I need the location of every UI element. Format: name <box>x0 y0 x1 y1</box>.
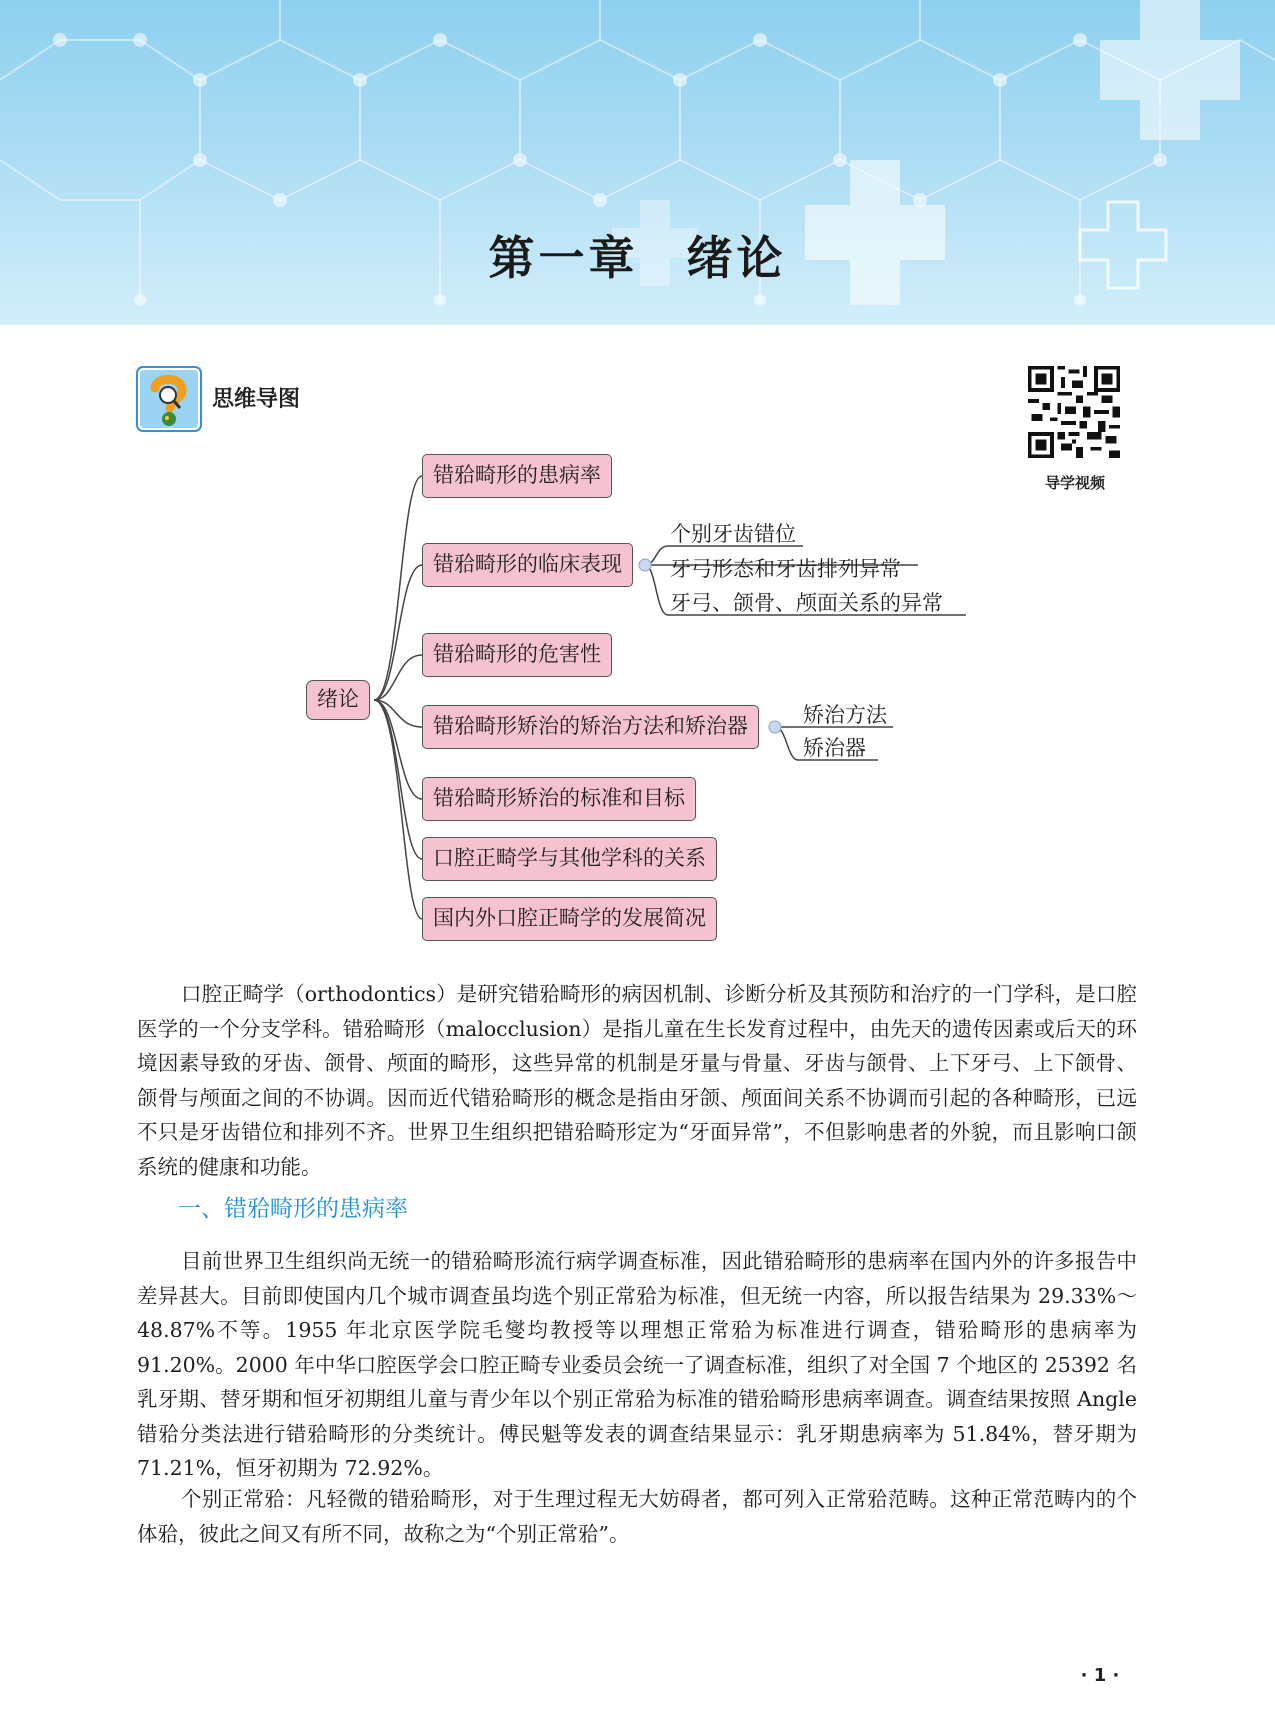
mindmap-section-label: 思维导图 <box>212 387 301 412</box>
mindmap-leaf-treatment-methods: 矫治方法 <box>803 703 887 727</box>
prevalence-paragraph: 目前世界卫生组织尚无统一的错𬌗畸形流行病学调查标准，因此错𬌗畸形的患病率在国内外的许多报告中差异甚大。目前即使国内几个城市调查虽均选个别正常𬌗为标准，但无统一内容，所以报告结果为 29.33%～48.87%不等。1955 年北京医学院毛燮均教授等以理想正常𬌗为标准进行调查，错𬌗畸形的患病率为 91.20%。2000 年中华口腔医学会口腔正畸专业委员会统一了调查标准，组织了对全国 7 个地区的 25392 名乳牙期、替牙期和恒牙初期组儿童与青少年以个别正常𬌗为标准的错𬌗畸形患病率调查。调查结果按照 Angle 错𬌗分类法进行错𬌗畸形的分类统计。傅民魁等发表的调查结果显示：乳牙期患病率为 51.84%，替牙期为 71.21%，恒牙初期为 72.92%。 <box>137 1249 1137 1480</box>
chapter-name: 绪论 <box>686 231 787 285</box>
mindmap-branch-prevalence: 错𬌗畸形的患病率 <box>422 454 612 498</box>
mindmap-leaf-arch-jaw-relation: 牙弓、颌骨、颅面关系的异常 <box>670 591 943 615</box>
individual-normal-occlusion-paragraph: 个别正常𬌗：凡轻微的错𬌗畸形，对于生理过程无大妨碍者，都可列入正常𬌗范畴。这种正常范畴内的个体𬌗，彼此之间又有所不同，故称之为“个别正常𬌗”。 <box>137 1487 1137 1546</box>
mindmap-leaf-arch-shape: 牙弓形态和牙齿排列异常 <box>670 557 901 581</box>
mindmap-branch-clinical: 错𬌗畸形的临床表现 <box>422 543 633 587</box>
intro-paragraph: 口腔正畸学（orthodontics）是研究错𬌗畸形的病因机制、诊断分析及其预防和治疗的一门学科，是口腔医学的一个分支学科。错𬌗畸形（malocclusion）是指儿童在生长发育过程中，由先天的遗传因素或后天的环境因素导致的牙齿、颌骨、颅面的畸形，这些异常的机制是牙量与骨量、牙齿与颌骨、上下牙弓、上下颌骨、颌骨与颅面之间的不协调。因而近代错𬌗畸形的概念是指由牙颌、颅面间关系不协调而引起的各种畸形，已远不只是牙齿错位和排列不齐。世界卫生组织把错𬌗畸形定为“牙面异常”，不但影响患者的外貌，而且影响口颌系统的健康和功能。 <box>137 982 1137 1179</box>
mindmap-leaf-appliances: 矫治器 <box>803 736 866 760</box>
mindmap-branch-history: 国内外口腔正畸学的发展简况 <box>422 897 717 941</box>
mindmap-root-node: 绪论 <box>306 680 370 720</box>
section-heading-prevalence: 一、错𬌗畸形的患病率 <box>178 1196 408 1222</box>
qr-caption: 导学视频 <box>1044 474 1105 492</box>
mindmap-branch-methods: 错𬌗畸形矫治的矫治方法和矫治器 <box>422 705 759 749</box>
branch-joint-clinical <box>639 559 651 571</box>
page-number: · 1 · <box>1080 1665 1120 1686</box>
chapter-number: 第一章 <box>488 231 639 285</box>
mindmap-leaf-individual-tooth: 个别牙齿错位 <box>670 522 796 546</box>
mindmap-branch-standards: 错𬌗畸形矫治的标准和目标 <box>422 777 696 821</box>
mindmap-branch-harm: 错𬌗畸形的危害性 <box>422 633 612 677</box>
branch-joint-methods <box>769 721 781 733</box>
mindmap-branch-relations: 口腔正畸学与其他学科的关系 <box>422 837 717 881</box>
